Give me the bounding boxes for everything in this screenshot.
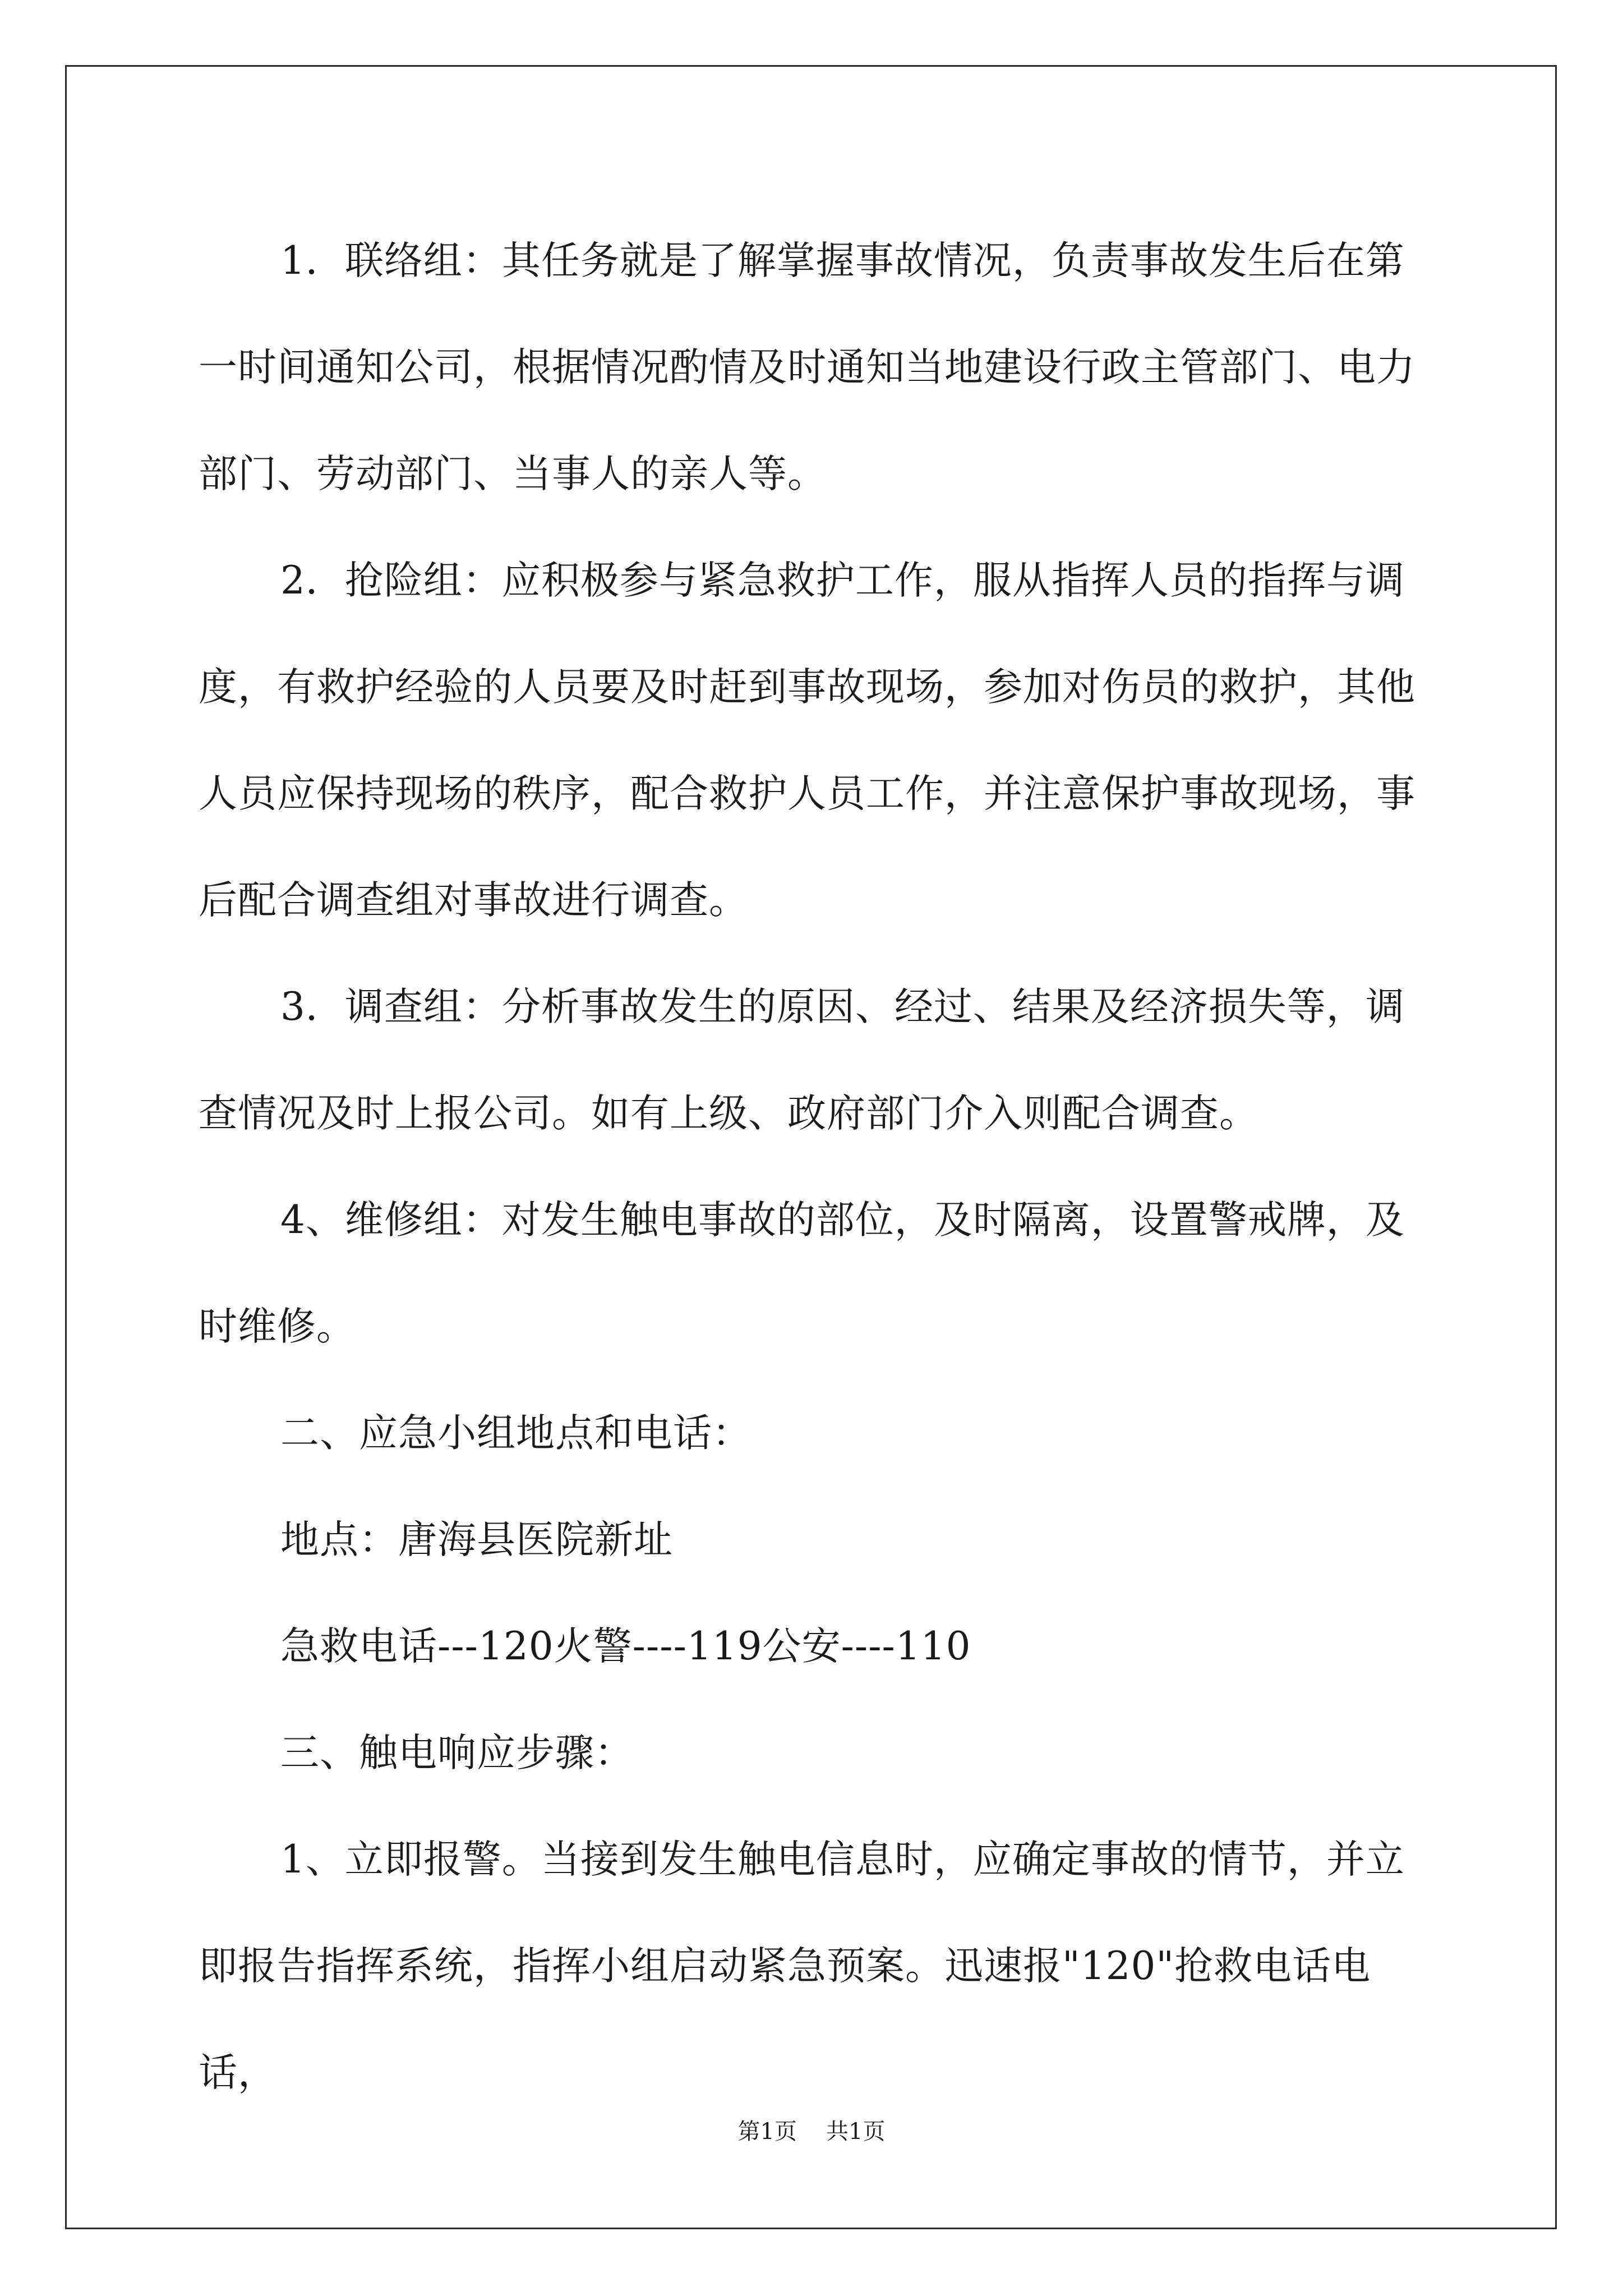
paragraph-repair-group: 4、维修组：对发生触电事故的部位，及时隔离，设置警戒牌，及时维修。	[199, 1198, 1405, 1349]
paragraph-investigation-group: 3．调查组：分析事故发生的原因、经过、结果及经济损失等，调查情况及时上报公司。如有上级、政府部门介入则配合调查。	[199, 984, 1405, 1136]
page-number-current: 第1页	[737, 2119, 797, 2145]
page-number-total: 共1页	[826, 2119, 886, 2145]
paragraph-liaison-group: 1．联络组：其任务就是了解掌握事故情况，负责事故发生后在第一时间通知公司，根据情况酌情及时通知当地建设行政主管部门、电力部门、劳动部门、当事人的亲人等。	[199, 238, 1415, 496]
heading-location-and-phone: 二、应急小组地点和电话：	[280, 1411, 751, 1456]
page-footer	[0, 2116, 1623, 2147]
paragraph-rescue-group: 2．抢险组：应积极参与紧急救护工作，服从指挥人员的指挥与调度，有救护经验的人员要及时赶到事故现场，参加对伤员的救护，其他人员应保持现场的秩序，配合救护人员工作，并注意保护事故现场，事后配合调查组对事故进行调查。	[199, 558, 1415, 923]
heading-response-steps: 三、触电响应步骤：	[280, 1731, 634, 1775]
paragraph-step-1: 1、立即报警。当接到发生触电信息时，应确定事故的情节，并立即报告指挥系统，指挥小组启动紧急预案。迅速报"120"抢救电话电话，	[199, 1837, 1405, 2095]
paragraph-location: 地点：唐海县医院新址	[280, 1517, 673, 1562]
document-body	[199, 208, 1432, 2126]
paragraph-emergency-phones: 急救电话---120火警----119公安----110	[280, 1624, 971, 1669]
